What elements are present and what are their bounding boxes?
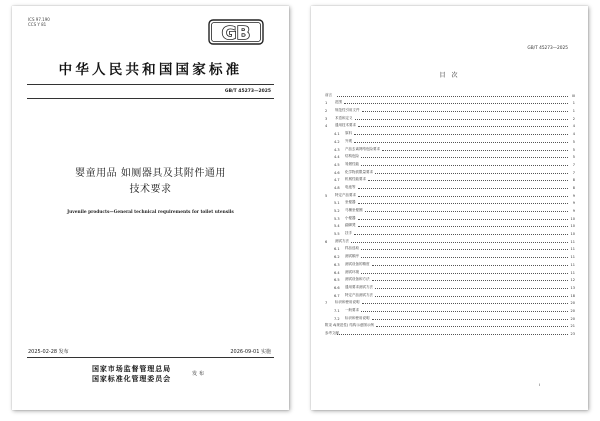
toc-entry-page: III bbox=[571, 93, 575, 98]
toc-entry-label: 通用要求测试方法 bbox=[345, 284, 373, 289]
toc-entry-page: 11 bbox=[570, 239, 575, 244]
toc-entry-page: 9 bbox=[572, 201, 575, 206]
toc-entry-page: 11 bbox=[570, 255, 575, 260]
header-rule bbox=[27, 84, 274, 85]
toc-entry-label: 测试顺序 bbox=[345, 254, 359, 259]
toc-entry-leader bbox=[375, 288, 568, 289]
toc-entry-number: 7 bbox=[325, 301, 328, 306]
toc-entry-page: 5 bbox=[572, 147, 575, 152]
toc-entry-number: 4 bbox=[325, 124, 328, 129]
toc-entry-label: 测试方法 bbox=[335, 238, 349, 243]
toc-entry[interactable] bbox=[325, 128, 575, 136]
toc-entry-number: 前言 bbox=[325, 92, 332, 97]
toc-entry[interactable] bbox=[325, 275, 575, 283]
toc-entry-page: 7 bbox=[572, 162, 575, 167]
toc-entry-label: 一般要求 bbox=[345, 307, 359, 312]
toc-entry[interactable] bbox=[325, 298, 575, 306]
toc-entry-number: 参考文献 bbox=[325, 331, 339, 335]
toc-entry-page: 10 bbox=[570, 216, 575, 221]
toc-entry-label: 机械性能要求 bbox=[345, 177, 366, 182]
toc-entry-leader bbox=[358, 219, 569, 220]
toc-entry[interactable] bbox=[325, 313, 575, 321]
toc-entry[interactable] bbox=[325, 167, 575, 175]
toc-entry-page: 11 bbox=[570, 270, 575, 275]
toc-entry-leader bbox=[361, 157, 568, 158]
toc-entry[interactable] bbox=[325, 328, 575, 336]
toc-entry-page: 9 bbox=[572, 193, 575, 198]
toc-entry-leader bbox=[365, 211, 569, 212]
toc-entry-leader bbox=[368, 180, 568, 181]
standard-title: 中华人民共和国国家标准 bbox=[58, 62, 243, 78]
toc-entry-leader bbox=[362, 303, 569, 304]
issuer-line1: 国家市场监督管理总局 bbox=[92, 365, 171, 373]
issuer-block bbox=[92, 364, 171, 384]
toc-entry-number: 6.4 bbox=[334, 270, 340, 275]
toc-entry-number: 4.3 bbox=[334, 147, 340, 152]
toc-entry-leader bbox=[361, 257, 568, 258]
ics-code: ICS 97.190 bbox=[28, 17, 50, 22]
toc-entry[interactable] bbox=[325, 221, 575, 229]
toc-entry-leader bbox=[358, 188, 569, 189]
toc-entry[interactable] bbox=[325, 98, 575, 106]
toc-entry-leader bbox=[372, 265, 569, 266]
toc-entry[interactable] bbox=[325, 205, 575, 213]
toc-entry-number: 6.3 bbox=[334, 262, 340, 267]
toc-entry-page: 5 bbox=[572, 155, 575, 160]
toc-entry-page: 20 bbox=[570, 316, 575, 321]
gb-logo-icon bbox=[208, 19, 264, 45]
toc-entry-number: 4.1 bbox=[334, 132, 340, 137]
toc-entry-leader bbox=[358, 126, 568, 127]
toc-entry[interactable] bbox=[325, 90, 575, 98]
toc-entry-label: 外观 bbox=[345, 138, 352, 143]
toc-entry[interactable] bbox=[325, 136, 575, 144]
toc-entry-label: 测试环境 bbox=[345, 269, 359, 274]
toc-entry-leader bbox=[372, 280, 569, 281]
toc-entry-page: 8 bbox=[572, 178, 575, 183]
toc-entry-leader bbox=[375, 173, 568, 174]
toc-entry-number: 4.7 bbox=[334, 178, 340, 183]
toc-entry[interactable] bbox=[325, 175, 575, 183]
toc-entry-number: 5 bbox=[325, 193, 328, 198]
page-number: I bbox=[539, 383, 541, 387]
toc-entry-leader bbox=[354, 134, 568, 135]
toc-entry-label: 电池等 bbox=[345, 184, 356, 189]
toc-entry[interactable] bbox=[325, 290, 575, 298]
toc-entry[interactable] bbox=[325, 144, 575, 152]
toc-entry-number: 5.1 bbox=[334, 201, 340, 206]
toc-entry[interactable] bbox=[325, 228, 575, 236]
toc-entry-page: 20 bbox=[570, 301, 575, 306]
toc-entry[interactable] bbox=[325, 121, 575, 129]
implementation-date: 2026-09-01 实施 bbox=[230, 349, 271, 355]
toc-entry-number: 7.2 bbox=[334, 316, 340, 321]
toc-entry-leader bbox=[354, 234, 568, 235]
toc-entry-page: 9 bbox=[572, 209, 575, 213]
toc-entry-label: 特定产品测试方法 bbox=[345, 292, 373, 297]
footer-rule bbox=[27, 357, 274, 358]
toc-entry-number: 5.2 bbox=[334, 209, 340, 213]
toc-entry[interactable] bbox=[325, 267, 575, 275]
toc-entry-number: 6.5 bbox=[334, 278, 340, 283]
toc-entry-page: 1 bbox=[572, 101, 575, 106]
title-zh-line1: 婴童用品 如厕器具及其附件通用 bbox=[75, 168, 226, 179]
toc-entry[interactable] bbox=[325, 251, 575, 259]
toc-entry-leader bbox=[337, 334, 568, 335]
classification-codes bbox=[28, 17, 50, 27]
toc-entry-number: 附录 A bbox=[325, 323, 336, 328]
toc-entry[interactable] bbox=[325, 113, 575, 121]
toc-entry-label: 测试设备和方法 bbox=[345, 277, 370, 282]
toc-entry[interactable] bbox=[325, 305, 575, 313]
gb-code: GB/T 45273—2025 bbox=[224, 89, 271, 94]
toc-entry-number: 5.5 bbox=[334, 232, 340, 237]
toc-entry-label: (规范性) 结构示意图示例 bbox=[335, 323, 374, 328]
toc-entry-leader bbox=[376, 326, 568, 327]
toc-entry-page: 2 bbox=[572, 116, 575, 121]
toc-entry-label: 样品选取 bbox=[345, 246, 359, 251]
toc-entry-page: 8 bbox=[572, 185, 575, 190]
toc-entry-label: 踏脚凳 bbox=[345, 223, 356, 228]
toc-entry-page: 10 bbox=[570, 224, 575, 229]
toc-entry[interactable] bbox=[325, 182, 575, 190]
toc-entry-leader bbox=[358, 226, 569, 227]
toc-entry-number: 5.4 bbox=[334, 224, 340, 229]
toc-entry-number: 6.1 bbox=[334, 247, 340, 252]
toc-entry-label: 化学物质限量要求 bbox=[345, 169, 373, 174]
toc-title: 目 次 bbox=[439, 72, 460, 79]
toc-entry-label: 标识和使用说明 bbox=[345, 315, 370, 320]
toc-entry-label: 扶手 bbox=[345, 231, 352, 236]
toc-entry-leader bbox=[375, 296, 568, 297]
toc-entry-page: 12 bbox=[570, 278, 575, 283]
toc-header-code: GB/T 45273—2025 bbox=[527, 46, 568, 51]
toc-entry[interactable] bbox=[325, 190, 575, 198]
toc-entry-page: 10 bbox=[570, 232, 575, 237]
toc-entry-leader bbox=[372, 319, 569, 320]
toc-entry-leader bbox=[361, 249, 568, 250]
toc-entry-leader bbox=[358, 196, 568, 197]
toc-entry[interactable] bbox=[325, 159, 575, 167]
toc-entry-label: 规范性引用文件 bbox=[335, 108, 360, 113]
toc-entry-label: 测试设备的精度 bbox=[345, 261, 370, 266]
title-en: Juvenile products—General technical requirements for toilet utensils bbox=[67, 210, 234, 215]
gb-logo-text: GB bbox=[221, 23, 251, 44]
toc-entry[interactable] bbox=[325, 105, 575, 113]
toc-entry[interactable] bbox=[325, 321, 575, 329]
toc-entry[interactable] bbox=[325, 152, 575, 160]
toc-entry-page: 11 bbox=[570, 262, 575, 267]
toc-entry-page: 18 bbox=[570, 293, 575, 298]
cover-page bbox=[12, 6, 289, 410]
toc-entry-page: 13 bbox=[570, 285, 575, 290]
toc-entry-number: 4.2 bbox=[334, 139, 340, 144]
toc-entry-label: 小便器 bbox=[345, 215, 356, 220]
toc-entry[interactable] bbox=[325, 282, 575, 290]
toc-entry-leader bbox=[361, 165, 568, 166]
toc-entry-leader bbox=[354, 142, 568, 143]
toc-entry-page: 21 bbox=[570, 324, 575, 329]
issue-date: 2025-02-28 发布 bbox=[28, 349, 69, 355]
toc-entry-number: 2 bbox=[325, 109, 328, 114]
toc-entry-number: 4.5 bbox=[334, 162, 340, 167]
toc-entry-number: 4.8 bbox=[334, 185, 340, 190]
toc-entry-page: 11 bbox=[570, 247, 575, 252]
toc-entry-page: 4 bbox=[572, 132, 575, 137]
toc-entry-label: 术语和定义 bbox=[335, 115, 353, 120]
toc-entry-leader bbox=[361, 311, 568, 312]
toc-entry-label: 范围 bbox=[335, 100, 342, 105]
ccs-code: CCS Y 81 bbox=[28, 22, 47, 27]
toc-entry-number: 6.6 bbox=[334, 285, 340, 290]
toc-entry-number: 6.2 bbox=[334, 255, 340, 260]
toc-entry-number: 5.3 bbox=[334, 216, 340, 221]
toc-entry-leader bbox=[344, 103, 568, 104]
toc-entry-label: 马桶坐便圈 bbox=[345, 208, 363, 212]
toc-entry-number: 6 bbox=[325, 239, 328, 244]
toc-entry[interactable] bbox=[325, 198, 575, 206]
issuer-line2: 国家标准化管理委员会 bbox=[92, 375, 171, 383]
toc-entry-number: 6.7 bbox=[334, 293, 340, 298]
toc-list bbox=[325, 90, 575, 336]
toc-entry[interactable] bbox=[325, 259, 575, 267]
toc-entry-leader bbox=[361, 273, 568, 274]
toc-entry[interactable] bbox=[325, 236, 575, 244]
toc-entry-leader bbox=[355, 119, 569, 120]
toc-entry-label: 结构危险 bbox=[345, 154, 359, 159]
toc-entry-page: 20 bbox=[570, 308, 575, 313]
toc-entry-leader bbox=[358, 203, 569, 204]
toc-entry-page: 4 bbox=[572, 124, 575, 129]
toc-entry-label: 产品去离网络危险要求 bbox=[345, 146, 380, 151]
toc-entry-leader bbox=[362, 111, 569, 112]
toc-entry[interactable] bbox=[325, 213, 575, 221]
toc-entry-page: 23 bbox=[570, 332, 575, 336]
toc-page bbox=[311, 6, 588, 410]
toc-entry-label: 通用技术要求 bbox=[335, 123, 356, 128]
toc-entry-number: 3 bbox=[325, 116, 328, 121]
toc-entry-label: 特定产品要求 bbox=[335, 192, 356, 197]
toc-entry-label: 坐便器 bbox=[345, 200, 356, 205]
toc-entry-number: 4.6 bbox=[334, 170, 340, 175]
toc-entry-leader bbox=[351, 242, 568, 243]
code-rule bbox=[27, 98, 274, 99]
toc-entry-page: 5 bbox=[572, 139, 575, 144]
toc-entry-label: 易燃性能 bbox=[345, 161, 359, 166]
issuer-tag: 发 布 bbox=[192, 371, 205, 377]
toc-entry-leader bbox=[382, 150, 568, 151]
toc-entry-label: 原料 bbox=[345, 131, 352, 136]
toc-entry-number: 1 bbox=[325, 101, 328, 106]
title-zh-line2: 技术要求 bbox=[129, 184, 172, 195]
toc-entry[interactable] bbox=[325, 244, 575, 252]
toc-entry-number: 7.1 bbox=[334, 308, 340, 313]
toc-entry-page: 7 bbox=[572, 170, 575, 175]
toc-entry-label: 标识和使用说明 bbox=[335, 300, 360, 305]
toc-entry-page: 1 bbox=[572, 109, 575, 114]
toc-entry-number: 4.4 bbox=[334, 155, 340, 160]
toc-entry-leader bbox=[337, 96, 568, 97]
